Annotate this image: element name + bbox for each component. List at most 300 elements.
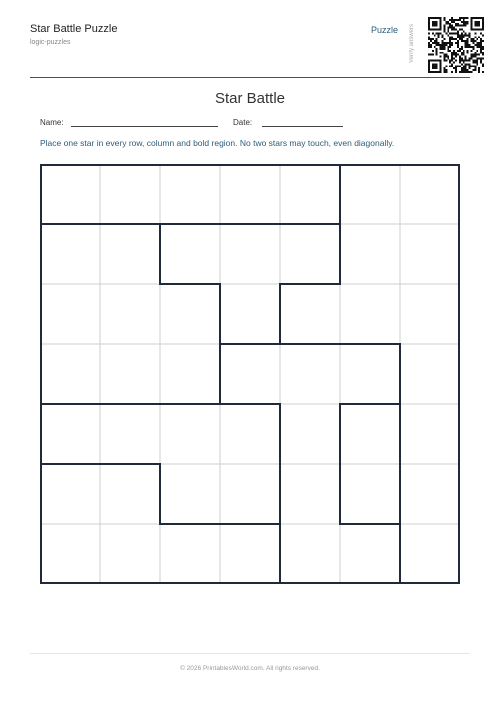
qr-module (436, 40, 438, 42)
qr-module (480, 38, 482, 40)
qr-module (440, 71, 442, 73)
qr-module (445, 69, 447, 71)
qr-module (478, 36, 480, 38)
grid-cell[interactable] (40, 464, 100, 524)
qr-module (440, 17, 442, 19)
grid-cell[interactable] (100, 524, 160, 584)
grid-cell[interactable] (340, 404, 400, 464)
qr-module (438, 32, 440, 34)
qr-module (428, 19, 430, 21)
qr-module (436, 52, 438, 54)
grid-cell[interactable] (220, 464, 280, 524)
qr-module (445, 23, 447, 25)
qr-module (465, 65, 467, 67)
qr-module (469, 59, 471, 61)
qr-module (436, 21, 438, 23)
qr-module (482, 48, 484, 50)
qr-module (449, 23, 451, 25)
qr-module (470, 58, 472, 60)
qr-module (465, 21, 467, 23)
qr-module (445, 59, 447, 61)
qr-module (455, 19, 457, 21)
qr-module (478, 25, 480, 27)
qr-module (434, 67, 436, 69)
grid-cell[interactable] (400, 344, 460, 404)
qr-module (470, 54, 472, 56)
qr-module (443, 69, 445, 71)
grid-cell[interactable] (40, 164, 100, 224)
qr-module (440, 61, 442, 63)
qr-module (453, 32, 455, 34)
qr-module (470, 38, 472, 40)
qr-module (455, 59, 457, 61)
qr-module (461, 52, 463, 54)
grid-cell[interactable] (400, 224, 460, 284)
qr-module (440, 19, 442, 21)
qr-module (436, 67, 438, 69)
qr-module (467, 46, 469, 48)
qr-module (474, 29, 476, 31)
qr-module (459, 71, 461, 73)
qr-module (476, 25, 478, 27)
qr-module (476, 54, 478, 56)
qr-module (453, 50, 455, 52)
qr-module (474, 36, 476, 38)
qr-module (447, 34, 449, 36)
qr-module (449, 32, 451, 34)
qr-module (440, 59, 442, 61)
qr-module (478, 44, 480, 46)
qr-module (451, 44, 453, 46)
qr-module (467, 59, 469, 61)
qr-module (436, 25, 438, 27)
grid-cell[interactable] (160, 224, 220, 284)
qr-module (472, 48, 474, 50)
qr-module (476, 58, 478, 60)
qr-module (482, 52, 484, 54)
qr-module (467, 23, 469, 25)
qr-module (432, 23, 434, 25)
qr-module (474, 23, 476, 25)
grid-cell[interactable] (400, 164, 460, 224)
qr-module (453, 19, 455, 21)
qr-module (470, 50, 472, 52)
qr-module (474, 21, 476, 23)
qr-module (467, 50, 469, 52)
grid-cell[interactable] (220, 164, 280, 224)
qr-module (470, 27, 472, 29)
qr-module (428, 32, 430, 34)
grid-cell[interactable] (160, 344, 220, 404)
qr-module (428, 23, 430, 25)
qr-module (463, 65, 465, 67)
qr-module (482, 21, 484, 23)
grid-cell[interactable] (40, 404, 100, 464)
qr-module (478, 21, 480, 23)
qr-module (434, 65, 436, 67)
qr-module (476, 17, 478, 19)
qr-module (465, 44, 467, 46)
qr-module (478, 54, 480, 56)
qr-module (463, 21, 465, 23)
grid-cell[interactable] (40, 224, 100, 284)
qr-module (432, 63, 434, 65)
qr-module (465, 59, 467, 61)
grid-cell[interactable] (280, 344, 340, 404)
grid-cell[interactable] (280, 164, 340, 224)
qr-module (465, 58, 467, 60)
qr-module (478, 71, 480, 73)
qr-module (449, 44, 451, 46)
qr-module (472, 61, 474, 63)
qr-module (438, 34, 440, 36)
qr-module (476, 42, 478, 44)
qr-module (451, 19, 453, 21)
verify-label: Verify answers (409, 23, 415, 63)
qr-module (478, 17, 480, 19)
qr-module (453, 21, 455, 23)
grid-cell[interactable] (280, 524, 340, 584)
qr-module (447, 31, 449, 33)
qr-module (436, 44, 438, 46)
qr-module (472, 65, 474, 67)
qr-module (432, 17, 434, 19)
qr-module (476, 50, 478, 52)
qr-module (443, 25, 445, 27)
qr-module (459, 56, 461, 58)
qr-module (461, 34, 463, 36)
qr-module (443, 71, 445, 73)
name-field[interactable] (71, 126, 218, 127)
qr-module (474, 56, 476, 58)
qr-module (463, 54, 465, 56)
qr-module (472, 59, 474, 61)
date-field[interactable] (262, 126, 343, 127)
grid-cell[interactable] (340, 344, 400, 404)
qr-module (438, 59, 440, 61)
qr-module (469, 71, 471, 73)
qr-module (472, 17, 474, 19)
grid-cell[interactable] (40, 284, 100, 344)
qr-module (461, 25, 463, 27)
qr-module (438, 17, 440, 19)
qr-module (459, 36, 461, 38)
qr-module (474, 32, 476, 34)
qr-module (451, 21, 453, 23)
qr-module (451, 29, 453, 31)
qr-module (449, 19, 451, 21)
qr-module (443, 19, 445, 21)
qr-module (463, 50, 465, 52)
qr-module (461, 40, 463, 42)
qr-module (443, 59, 445, 61)
qr-module (440, 29, 442, 31)
qr-module (470, 65, 472, 67)
qr-module (482, 54, 484, 56)
qr-module (455, 54, 457, 56)
qr-module (434, 42, 436, 44)
qr-module (459, 17, 461, 19)
qr-module (428, 21, 430, 23)
qr-module (476, 23, 478, 25)
grid-cell[interactable] (100, 464, 160, 524)
qr-module (440, 25, 442, 27)
qr-module (453, 67, 455, 69)
qr-module (461, 48, 463, 50)
header-title: Star Battle Puzzle (30, 23, 118, 35)
qr-module (436, 54, 438, 56)
qr-module (436, 29, 438, 31)
qr-module (453, 29, 455, 31)
qr-module (470, 25, 472, 27)
qr-module (447, 29, 449, 31)
qr-module (443, 38, 445, 40)
grid-cell[interactable] (400, 404, 460, 464)
grid-cell[interactable] (100, 224, 160, 284)
grid-cell[interactable] (100, 404, 160, 464)
qr-module (461, 69, 463, 71)
grid-cell[interactable] (400, 284, 460, 344)
qr-module (455, 67, 457, 69)
qr-module (474, 61, 476, 63)
qr-module (467, 34, 469, 36)
qr-module (480, 52, 482, 54)
grid-cell[interactable] (400, 464, 460, 524)
qr-module (443, 46, 445, 48)
qr-module (440, 69, 442, 71)
qr-module (469, 58, 471, 60)
qr-module (434, 63, 436, 65)
qr-module (472, 69, 474, 71)
qr-module (480, 48, 482, 50)
qr-module (442, 46, 444, 48)
qr-module (455, 38, 457, 40)
qr-module (465, 56, 467, 58)
qr-module (428, 42, 430, 44)
qr-module (478, 46, 480, 48)
qr-module (445, 71, 447, 73)
grid-cell[interactable] (340, 464, 400, 524)
qr-module (428, 38, 430, 40)
qr-module (469, 46, 471, 48)
qr-module (480, 32, 482, 34)
qr-module (482, 46, 484, 48)
qr-module (467, 17, 469, 19)
qr-module (472, 38, 474, 40)
qr-module (480, 46, 482, 48)
qr-module (434, 25, 436, 27)
qr-module (476, 61, 478, 63)
qr-module (432, 21, 434, 23)
grid-cell[interactable] (220, 344, 280, 404)
qr-module (451, 59, 453, 61)
qr-module (480, 40, 482, 42)
qr-module (445, 56, 447, 58)
qr-module (457, 42, 459, 44)
qr-module (432, 65, 434, 67)
qr-module (459, 25, 461, 27)
qr-module (443, 44, 445, 46)
grid-cell[interactable] (280, 224, 340, 284)
grid-cell[interactable] (220, 224, 280, 284)
qr-module (440, 63, 442, 65)
grid-cell[interactable] (400, 524, 460, 584)
qr-module (476, 46, 478, 48)
qr-module (449, 65, 451, 67)
qr-module (445, 32, 447, 34)
qr-module (438, 71, 440, 73)
qr-module (465, 46, 467, 48)
grid-cell[interactable] (40, 344, 100, 404)
qr-module (451, 52, 453, 54)
qr-module (449, 40, 451, 42)
qr-module (463, 23, 465, 25)
grid-cell[interactable] (100, 284, 160, 344)
qr-module (443, 48, 445, 50)
qr-module (457, 25, 459, 27)
qr-module (469, 36, 471, 38)
qr-module (432, 71, 434, 73)
grid-cell[interactable] (280, 404, 340, 464)
qr-module (440, 44, 442, 46)
qr-module (436, 63, 438, 65)
qr-module (482, 65, 484, 67)
qr-module (457, 31, 459, 33)
qr-module (478, 42, 480, 44)
grid-cell[interactable] (220, 404, 280, 464)
header-tag: Puzzle (371, 25, 399, 35)
qr-module (442, 36, 444, 38)
grid-cell[interactable] (340, 524, 400, 584)
qr-module (461, 67, 463, 69)
qr-module (472, 46, 474, 48)
qr-module (428, 71, 430, 73)
qr-module (482, 17, 484, 19)
qr-module (457, 34, 459, 36)
qr-module (455, 65, 457, 67)
grid-cell[interactable] (160, 164, 220, 224)
grid-cell[interactable] (100, 344, 160, 404)
qr-module (469, 34, 471, 36)
qr-module (467, 21, 469, 23)
qr-module (451, 65, 453, 67)
grid-cell[interactable] (160, 524, 220, 584)
qr-module (428, 61, 430, 63)
qr-module (465, 23, 467, 25)
qr-module (478, 29, 480, 31)
qr-module (451, 58, 453, 60)
qr-code-icon[interactable] (428, 17, 484, 73)
qr-module (442, 40, 444, 42)
qr-module (470, 17, 472, 19)
qr-module (461, 58, 463, 60)
qr-module (440, 46, 442, 48)
grid-cell[interactable] (220, 524, 280, 584)
qr-module (476, 38, 478, 40)
qr-module (455, 23, 457, 25)
grid-cell[interactable] (160, 404, 220, 464)
qr-module (449, 38, 451, 40)
grid-cell[interactable] (220, 284, 280, 344)
qr-module (457, 32, 459, 34)
qr-module (461, 17, 463, 19)
grid-cell[interactable] (160, 284, 220, 344)
qr-module (451, 17, 453, 19)
page-title: Star Battle (214, 90, 286, 107)
qr-module (432, 67, 434, 69)
qr-module (434, 17, 436, 19)
qr-module (455, 42, 457, 44)
qr-module (445, 54, 447, 56)
qr-module (463, 61, 465, 63)
qr-module (440, 65, 442, 67)
qr-module (436, 71, 438, 73)
qr-module (434, 34, 436, 36)
qr-module (469, 44, 471, 46)
grid-cell[interactable] (340, 224, 400, 284)
qr-module (440, 23, 442, 25)
qr-module (480, 58, 482, 60)
qr-module (440, 67, 442, 69)
qr-module (482, 58, 484, 60)
qr-module (463, 52, 465, 54)
qr-module (442, 34, 444, 36)
qr-module (447, 21, 449, 23)
grid-cell[interactable] (160, 464, 220, 524)
qr-module (469, 65, 471, 67)
qr-module (455, 25, 457, 27)
grid-cell[interactable] (340, 284, 400, 344)
qr-module (472, 42, 474, 44)
qr-module (432, 32, 434, 34)
qr-module (482, 27, 484, 29)
footer-rule (30, 653, 470, 654)
qr-module (440, 27, 442, 29)
qr-module (447, 58, 449, 60)
qr-module (453, 52, 455, 54)
qr-module (465, 71, 467, 73)
qr-module (442, 52, 444, 54)
qr-module (453, 54, 455, 56)
qr-module (438, 36, 440, 38)
qr-module (447, 46, 449, 48)
qr-module (430, 29, 432, 31)
instructions: Place one star in every row, column and bold region. No two stars may touch, even diagonally. (40, 138, 395, 148)
grid-cell[interactable] (340, 164, 400, 224)
qr-module (428, 44, 430, 46)
qr-module (443, 27, 445, 29)
qr-module (438, 44, 440, 46)
qr-module (461, 59, 463, 61)
qr-module (428, 17, 430, 19)
qr-module (455, 69, 457, 71)
qr-module (428, 25, 430, 27)
qr-module (463, 59, 465, 61)
grid-cell[interactable] (100, 164, 160, 224)
grid-cell[interactable] (280, 284, 340, 344)
qr-module (438, 42, 440, 44)
name-label: Name: (40, 118, 64, 127)
qr-module (465, 32, 467, 34)
qr-module (463, 19, 465, 21)
qr-module (440, 21, 442, 23)
qr-module (470, 56, 472, 58)
grid-cell[interactable] (40, 524, 100, 584)
qr-module (434, 71, 436, 73)
qr-module (451, 63, 453, 65)
qr-module (449, 36, 451, 38)
grid-cell[interactable] (280, 464, 340, 524)
